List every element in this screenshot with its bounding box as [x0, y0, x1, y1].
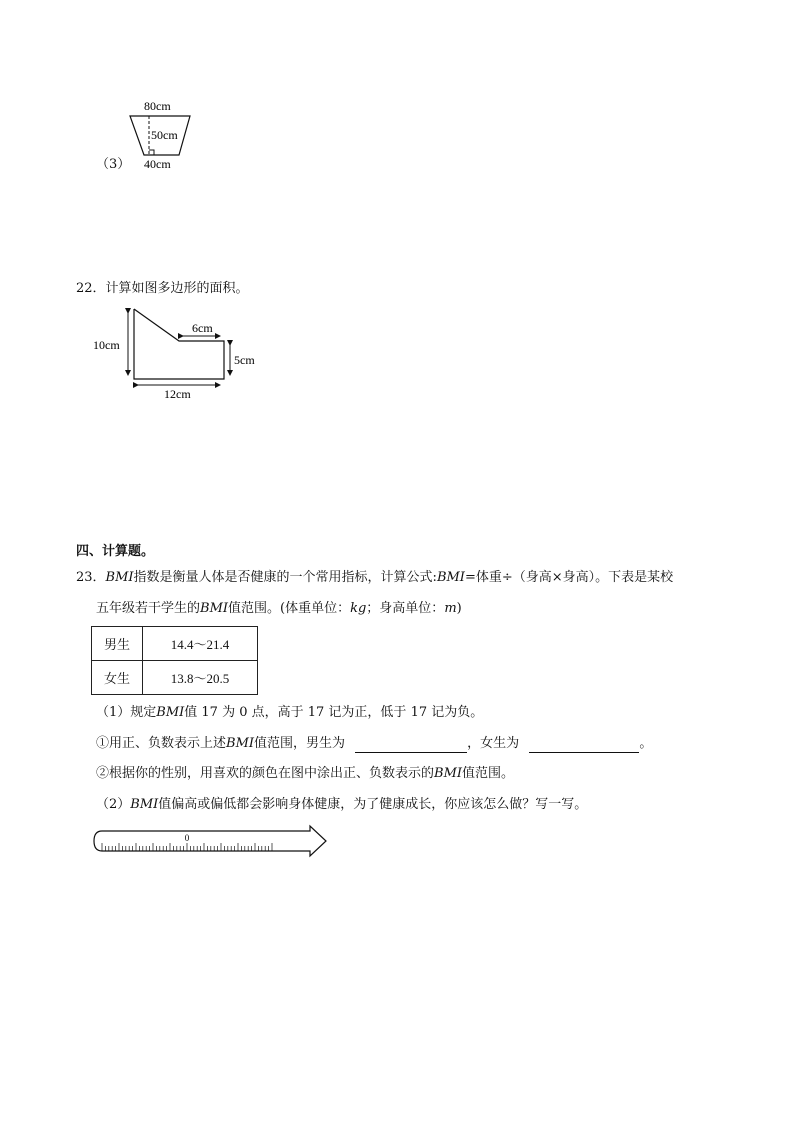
- bmi-table: [91, 626, 258, 695]
- q23-sub2-text-b: 值范围。: [462, 766, 515, 781]
- q23-line1-text-a: 指数是衡量人体是否健康的一个常用指标，计算公式:: [133, 570, 437, 585]
- q23-number: 23．: [76, 570, 106, 585]
- base-label: 12cm: [164, 387, 191, 401]
- bmi-term: BMI: [200, 601, 229, 616]
- unit-kg: kg: [350, 601, 367, 616]
- q23-sub2-text-a: ②根据你的性别，用喜欢的颜色在图中涂出正、负数表示的: [96, 766, 435, 781]
- q23-part2: [96, 796, 587, 814]
- table-cell-range: 13.8～20.5: [143, 661, 258, 695]
- unit-m: m: [444, 601, 457, 616]
- q23-part2-text-a: （2）: [96, 797, 131, 812]
- q23-line2-text-c: ；身高单位：: [366, 601, 445, 616]
- girls-answer-blank[interactable]: [529, 738, 639, 753]
- q22-line: [76, 280, 249, 298]
- q23-line2-text-a: 五年级若干学生的: [96, 601, 201, 616]
- bmi-term: BMI: [436, 570, 465, 585]
- table-cell-label: 男生: [92, 627, 143, 661]
- table-row: [92, 627, 258, 661]
- left-height-label: 10cm: [93, 338, 120, 352]
- q22-number: 22．: [76, 281, 106, 296]
- q23-sub2: [96, 765, 514, 783]
- bmi-term: BMI: [105, 570, 134, 585]
- q23-sub1-text-c: ，女生为: [467, 736, 520, 751]
- q23-sub1-text-d: 。: [639, 736, 653, 751]
- bmi-term: BMI: [226, 736, 255, 751]
- q23-line2-text-b: 值范围。(体重单位：: [228, 601, 351, 616]
- top-segment-label: 6cm: [192, 321, 213, 335]
- q23-part1-text-a: （1）规定: [96, 705, 157, 720]
- right-height-label: 5cm: [234, 353, 255, 367]
- q23-part2-text-b: 值偏高或偏低都会影响身体健康，为了健康成长，你应该怎么做？写一写。: [158, 797, 588, 812]
- polygon-figure: [90, 305, 270, 405]
- q23-line2-text-d: ): [456, 601, 462, 616]
- q23-sub1-text-b: 值范围，男生为: [254, 736, 346, 751]
- boys-answer-blank[interactable]: [355, 738, 467, 753]
- section4-title: 四、计算题。: [76, 544, 155, 559]
- bmi-term: BMI: [130, 797, 159, 812]
- number-line-arrow: [94, 826, 326, 856]
- right-angle-mark: [149, 150, 154, 155]
- bmi-term: BMI: [156, 705, 185, 720]
- trapezoid-figure: [124, 96, 204, 176]
- trapezoid-height-label: 50cm: [151, 128, 178, 142]
- polygon-shape: [134, 309, 224, 379]
- bmi-term: BMI: [434, 766, 463, 781]
- trapezoid-top-label: 80cm: [144, 99, 171, 113]
- q23-line2: [96, 600, 462, 618]
- table-cell-label: 女生: [92, 661, 143, 695]
- q23-sub1-text-a: ①用正、负数表示上述: [96, 736, 227, 751]
- q23-part1-text-b: 值 17 为 0 点，高于 17 记为正，低于 17 记为负。: [184, 705, 484, 720]
- number-line[interactable]: [92, 823, 332, 859]
- q23-line1: [76, 569, 673, 587]
- q23-part1: [96, 704, 483, 722]
- q21-part3-index: （3）: [96, 157, 131, 172]
- table-cell-range: 14.4～21.4: [143, 627, 258, 661]
- q22-text: 计算如图多边形的面积。: [105, 281, 249, 296]
- table-row: [92, 661, 258, 695]
- trapezoid-bottom-label: 40cm: [144, 157, 171, 171]
- zero-label: 0: [184, 833, 190, 843]
- q23-line1-text-b: =体重÷（身高×身高）。下表是某校: [464, 570, 674, 585]
- q23-sub1: [96, 735, 652, 753]
